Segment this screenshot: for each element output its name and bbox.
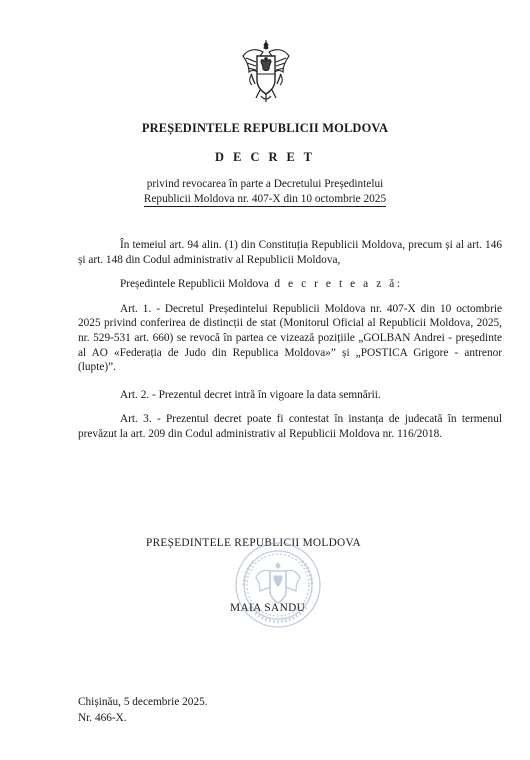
article-2: Art. 2. - Prezentul decret intră în vigoare la data semnării. [120,388,381,401]
decree-verb: d e c r e t e a z ă: [274,278,403,291]
decree-body [78,238,502,452]
signatory-name: MAIA SANDU [230,602,306,614]
decree-intro-paragraph [78,277,502,292]
subject-line-1: privind revocarea în parte a Decretului Președintelui [146,178,384,190]
issuer-title: PREȘEDINTELE REPUBLICII MOLDOVA [141,121,389,135]
footer [78,694,208,726]
preamble-paragraph: În temeiul art. 94 alin. (1) din Constituția Republicii Moldova, precum și al art. 146 și art. 148 din Codul administrativ al Republicii Moldova, [78,239,502,266]
coat-of-arms-icon [241,40,291,104]
decree-intro: Președintele Republicii Moldova [120,278,269,291]
decree-number: Nr. 466-X. [78,712,127,724]
signature-block [146,537,406,614]
subject-line-2: Republicii Moldova nr. 407-X din 10 octombrie 2025 [143,193,387,205]
article-1: Art. 1. - Decretul Președintelui Republicii Moldova nr. 407-X din 10 octombrie 2025 privind conferirea de distincții de stat (Monitorul Oficial al Republicii Moldova, 2025, nr. 529-531 art. 660) se revocă în partea ce vizează pozițiile „GOLBAN Andrei - președinte al AO «Federația de Judo din Republica Moldova»” și „POSTICA Grigore - antrenor (lupte)”. [78,302,502,374]
signatory-title: PREȘEDINTELE REPUBLICII MOLDOVA [146,537,361,549]
decree-subject [0,177,530,207]
document-type: D E C R E T [215,150,315,164]
official-seal-icon [234,541,322,629]
place-and-date: Chișinău, 5 decembrie 2025. [78,696,208,708]
article-3: Art. 3. - Prezentul decret poate fi contestat în instanța de judecată în termenul prevăzut la art. 209 din Codul administrativ al Republicii Moldova nr. 116/2018. [78,413,502,440]
